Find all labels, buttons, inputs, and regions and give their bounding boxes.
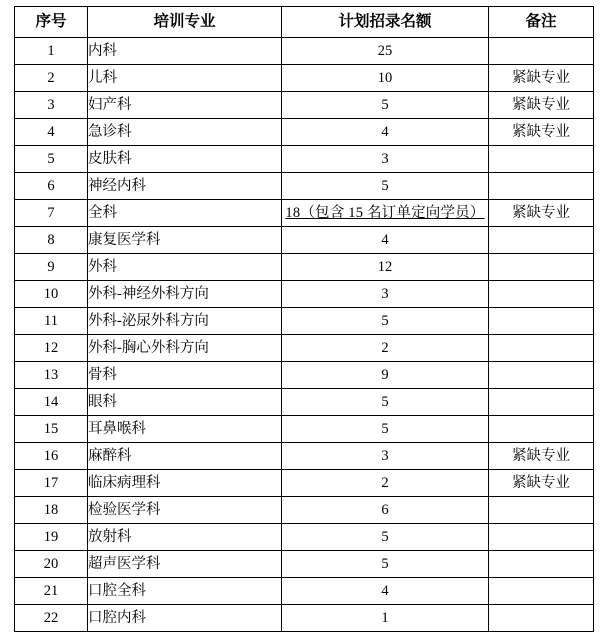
- cell-major: 内科: [88, 38, 282, 65]
- table-row: [15, 38, 594, 65]
- table-row: [15, 524, 594, 551]
- cell-quota: 9: [282, 362, 489, 389]
- cell-index: 17: [15, 470, 88, 497]
- cell-index: 2: [15, 65, 88, 92]
- column-header-major: 培训专业: [88, 7, 282, 38]
- cell-major: 皮肤科: [88, 146, 282, 173]
- cell-note: [489, 335, 594, 362]
- cell-note: [489, 38, 594, 65]
- table-row: [15, 146, 594, 173]
- cell-major: 口腔全科: [88, 578, 282, 605]
- cell-index: 22: [15, 605, 88, 632]
- table-row: [15, 497, 594, 524]
- cell-note: [489, 227, 594, 254]
- cell-major: 放射科: [88, 524, 282, 551]
- cell-major: 检验医学科: [88, 497, 282, 524]
- cell-note: [489, 362, 594, 389]
- cell-quota: 1: [282, 605, 489, 632]
- cell-note: [489, 416, 594, 443]
- cell-note: 紧缺专业: [489, 200, 594, 227]
- cell-index: 21: [15, 578, 88, 605]
- cell-index: 6: [15, 173, 88, 200]
- table-row: [15, 281, 594, 308]
- table-row: [15, 308, 594, 335]
- cell-quota: 5: [282, 416, 489, 443]
- cell-major: 耳鼻喉科: [88, 416, 282, 443]
- cell-quota: 2: [282, 470, 489, 497]
- cell-note: [489, 281, 594, 308]
- cell-note: 紧缺专业: [489, 92, 594, 119]
- cell-index: 19: [15, 524, 88, 551]
- cell-note: 紧缺专业: [489, 443, 594, 470]
- table-row: [15, 200, 594, 227]
- cell-index: 18: [15, 497, 88, 524]
- cell-quota: 5: [282, 173, 489, 200]
- cell-quota: 2: [282, 335, 489, 362]
- cell-major: 眼科: [88, 389, 282, 416]
- table-header: [15, 7, 594, 38]
- cell-major: 外科-胸心外科方向: [88, 335, 282, 362]
- cell-major: 骨科: [88, 362, 282, 389]
- cell-quota: 3: [282, 281, 489, 308]
- table-header-row: [15, 7, 594, 38]
- cell-quota: 6: [282, 497, 489, 524]
- cell-note: [489, 551, 594, 578]
- table-row: [15, 443, 594, 470]
- cell-quota: 5: [282, 308, 489, 335]
- cell-note: [489, 173, 594, 200]
- cell-quota: 25: [282, 38, 489, 65]
- cell-major: 妇产科: [88, 92, 282, 119]
- table-row: [15, 578, 594, 605]
- table-row: [15, 389, 594, 416]
- table-row: [15, 92, 594, 119]
- cell-index: 9: [15, 254, 88, 281]
- cell-major: 口腔内科: [88, 605, 282, 632]
- document-page: [0, 6, 606, 626]
- cell-major: 麻醉科: [88, 443, 282, 470]
- cell-major: 外科: [88, 254, 282, 281]
- cell-note: [489, 254, 594, 281]
- table-row: [15, 362, 594, 389]
- table-row: [15, 416, 594, 443]
- cell-quota: 5: [282, 524, 489, 551]
- cell-index: 10: [15, 281, 88, 308]
- cell-index: 5: [15, 146, 88, 173]
- cell-note: 紧缺专业: [489, 119, 594, 146]
- cell-quota: 5: [282, 92, 489, 119]
- cell-note: [489, 497, 594, 524]
- cell-quota: 4: [282, 227, 489, 254]
- cell-major: 儿科: [88, 65, 282, 92]
- cell-quota: [282, 200, 489, 227]
- cell-note: [489, 389, 594, 416]
- cell-index: 12: [15, 335, 88, 362]
- table-row: [15, 551, 594, 578]
- cell-note: [489, 146, 594, 173]
- cell-quota: 10: [282, 65, 489, 92]
- table-row: [15, 254, 594, 281]
- cell-major: 全科: [88, 200, 282, 227]
- column-header-index: 序号: [15, 7, 88, 38]
- cell-note: 紧缺专业: [489, 470, 594, 497]
- cell-quota: 12: [282, 254, 489, 281]
- table-row: [15, 335, 594, 362]
- cell-major: 临床病理科: [88, 470, 282, 497]
- cell-major: 急诊科: [88, 119, 282, 146]
- training-specialty-table: [14, 6, 594, 632]
- cell-note: [489, 524, 594, 551]
- column-header-quota: 计划招录名额: [282, 7, 489, 38]
- cell-quota: 5: [282, 551, 489, 578]
- cell-index: 3: [15, 92, 88, 119]
- cell-quota: 5: [282, 389, 489, 416]
- cell-quota: 4: [282, 119, 489, 146]
- table-row: [15, 119, 594, 146]
- cell-index: 11: [15, 308, 88, 335]
- cell-index: 20: [15, 551, 88, 578]
- cell-index: 14: [15, 389, 88, 416]
- table-body: [15, 38, 594, 632]
- column-header-note: 备注: [489, 7, 594, 38]
- cell-major: 康复医学科: [88, 227, 282, 254]
- cell-index: 1: [15, 38, 88, 65]
- cell-index: 15: [15, 416, 88, 443]
- cell-major: 神经内科: [88, 173, 282, 200]
- cell-quota: 3: [282, 443, 489, 470]
- cell-quota-text: 18（包含 15 名订单定向学员）: [285, 205, 485, 221]
- cell-index: 4: [15, 119, 88, 146]
- cell-index: 8: [15, 227, 88, 254]
- table-row: [15, 470, 594, 497]
- cell-note: [489, 308, 594, 335]
- cell-note: 紧缺专业: [489, 65, 594, 92]
- table-row: [15, 65, 594, 92]
- cell-quota: 3: [282, 146, 489, 173]
- cell-index: 7: [15, 200, 88, 227]
- cell-note: [489, 578, 594, 605]
- cell-index: 16: [15, 443, 88, 470]
- cell-index: 13: [15, 362, 88, 389]
- cell-major: 外科-泌尿外科方向: [88, 308, 282, 335]
- cell-major: 超声医学科: [88, 551, 282, 578]
- table-row: [15, 227, 594, 254]
- table-row: [15, 173, 594, 200]
- cell-major: 外科-神经外科方向: [88, 281, 282, 308]
- cell-quota: 4: [282, 578, 489, 605]
